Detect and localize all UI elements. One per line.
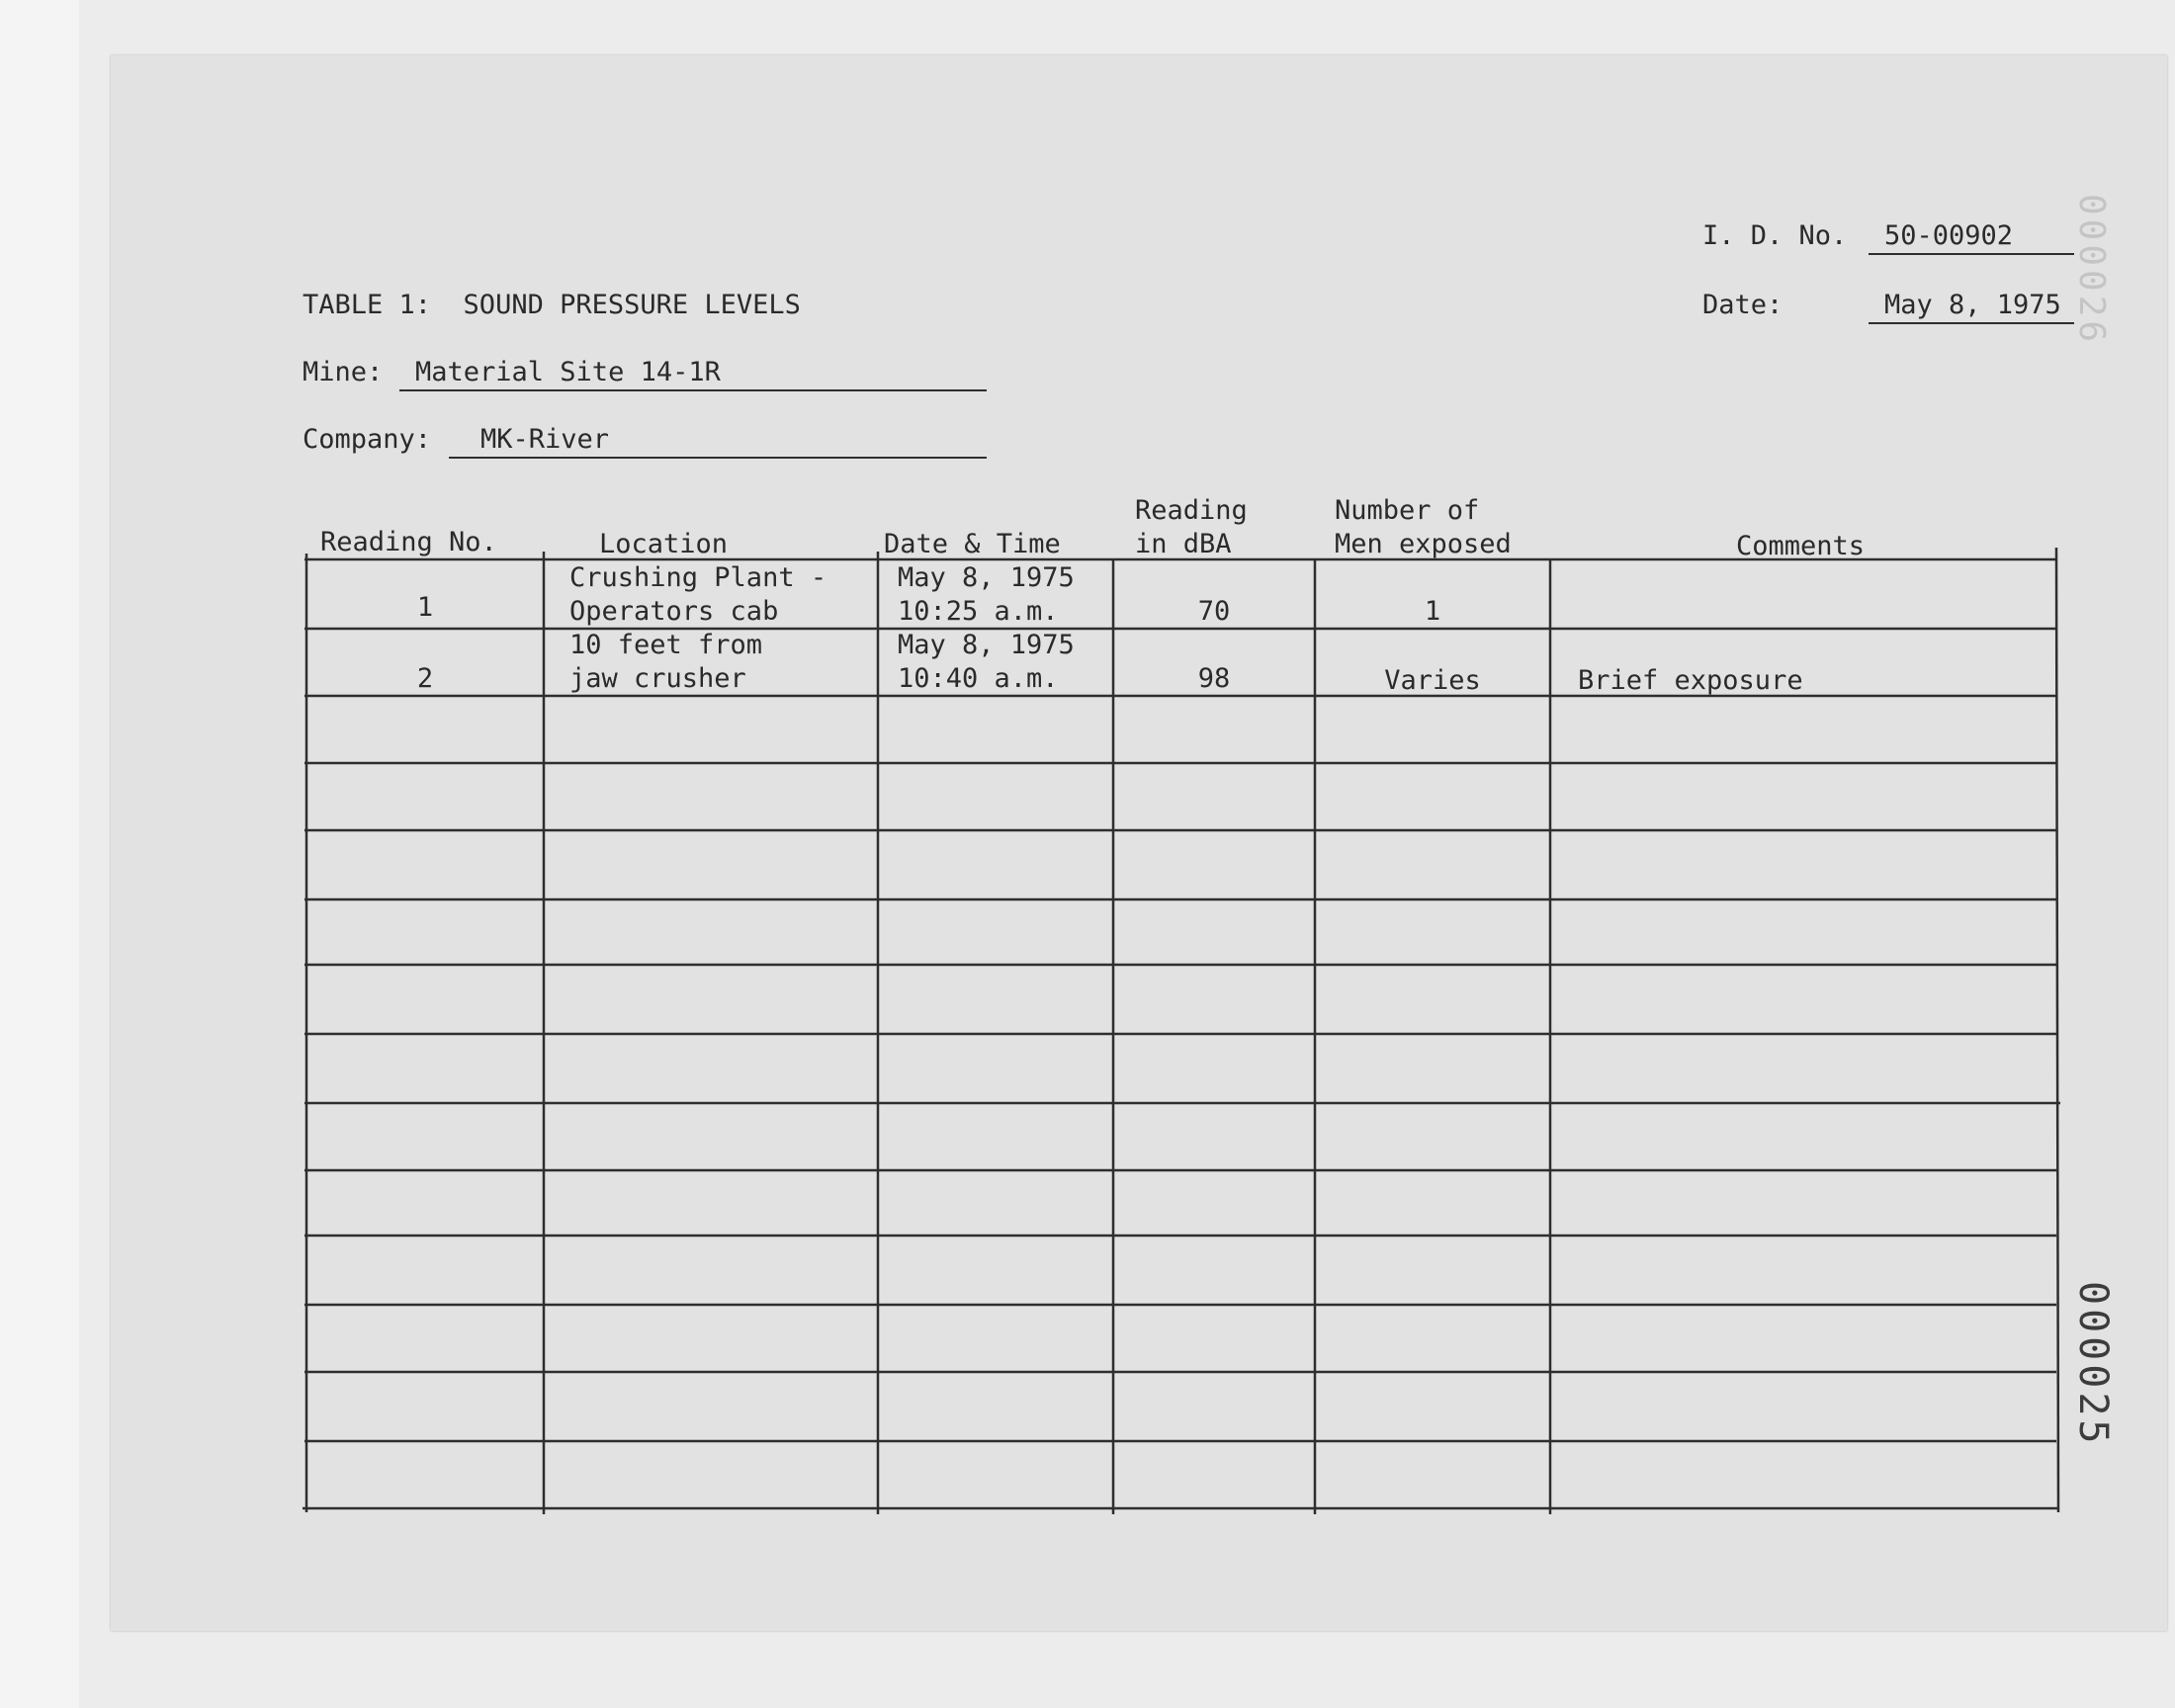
row2-comments: Brief exposure xyxy=(1578,665,1803,696)
id-value: 50-00902 xyxy=(1884,220,2014,251)
row2-date-line2: 10:40 a.m. xyxy=(898,663,1059,694)
row2-men: Varies xyxy=(1384,665,1481,696)
header-men-line1: Number of xyxy=(1335,495,1480,526)
row1-date-line2: 10:25 a.m. xyxy=(898,596,1059,627)
row1-men: 1 xyxy=(1424,596,1441,627)
row1-date-line1: May 8, 1975 xyxy=(898,562,1075,593)
header-location: Location xyxy=(599,529,729,559)
header-reading-dba-line2: in dBA xyxy=(1135,529,1232,559)
page-title: TABLE 1: SOUND PRESSURE LEVELS xyxy=(303,290,801,320)
page-number-stamp: 000025 xyxy=(2070,1281,2116,1448)
mine-label: Mine: xyxy=(303,357,384,387)
row1-dba: 70 xyxy=(1197,596,1231,627)
id-label: I. D. No. xyxy=(1702,220,1848,251)
row2-dba: 98 xyxy=(1197,663,1231,694)
row2-location-line1: 10 feet from xyxy=(569,630,763,660)
row1-location-line1: Crushing Plant - xyxy=(569,562,827,593)
company-value: MK-River xyxy=(480,424,610,455)
row2-location-line2: jaw crusher xyxy=(569,663,746,694)
faint-page-stamp: 000026 xyxy=(2071,194,2112,347)
row1-reading-no: 1 xyxy=(416,592,434,623)
row2-reading-no: 2 xyxy=(416,663,434,694)
header-reading-no: Reading No. xyxy=(320,527,497,557)
company-label: Company: xyxy=(303,424,432,455)
header-reading-dba-line1: Reading xyxy=(1135,495,1248,526)
date-label: Date: xyxy=(1702,290,1784,320)
row1-location-line2: Operators cab xyxy=(569,596,779,627)
row2-date-line1: May 8, 1975 xyxy=(898,630,1075,660)
mine-value: Material Site 14-1R xyxy=(415,357,721,387)
header-date-time: Date & Time xyxy=(884,529,1061,559)
date-value: May 8, 1975 xyxy=(1884,290,2061,320)
header-comments: Comments xyxy=(1736,531,1866,561)
header-men-line2: Men exposed xyxy=(1335,529,1512,559)
